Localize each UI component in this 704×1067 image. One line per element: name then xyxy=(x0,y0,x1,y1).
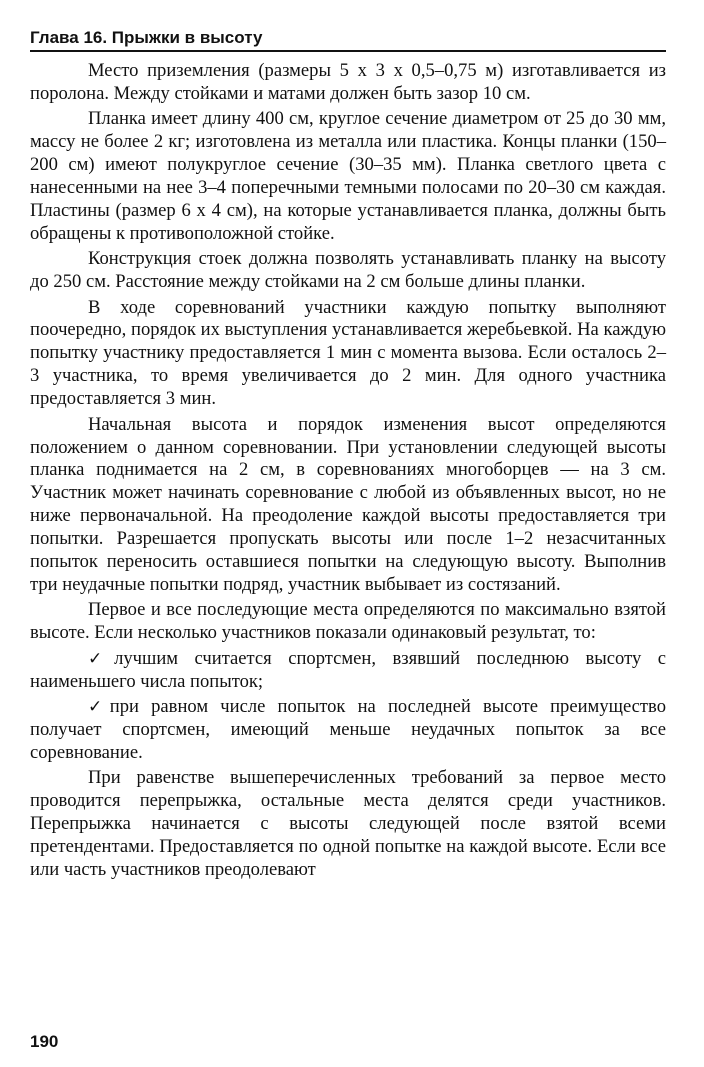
bullet-text: лучшим считается спортсмен, взявший последнюю высоту с наименьшего числа попыток; xyxy=(30,647,666,692)
bullet-text: при равном числе попыток на последней высоте преимущество получает спортсмен, имеющий меньше неудачных попыток за все соревнование. xyxy=(30,695,666,763)
checkmark-icon: ✓ xyxy=(88,696,110,717)
paragraph-order: В ходе соревнований участники каждую попытку выполняют поочередно, порядок их выступления устанавливается жеребьевкой. На каждую попытку участнику предоставляется 1 мин с момента вызова. Если осталось 2–3 участника, то время увеличивается до 2 мин. Для одного участника предоставляется 3 мин. xyxy=(30,296,666,410)
paragraph-places: Первое и все последующие места определяются по максимально взятой высоте. Если несколько участников показали одинаковый результат, то: xyxy=(30,599,666,644)
body-text xyxy=(30,60,666,884)
checkmark-icon: ✓ xyxy=(88,648,115,669)
paragraph-heights: Начальная высота и порядок изменения высот определяются положением о данном соревновании. При установлении следующей высоты планка поднимается на 2 см, в соревнованиях многоборцев — на 3 см. Участник может начинать соревнование с любой из объявленных высот, но не ниже первоначальной. На преодоление каждой высоты предоставляется три попытки. Разрешается пропускать высоты или после 1–2 незасчитанных попыток переносить оставшиеся попытки на следующую высоту. Выполнив три неудачные попытки подряд, участник выбывает из состязаний. xyxy=(30,413,666,595)
running-head: Глава 16. Прыжки в высоту xyxy=(30,28,666,52)
paragraph-stands: Конструкция стоек должна позволять устанавливать планку на высоту до 250 см. Расстояние между стойками на 2 см больше длины планки. xyxy=(30,248,666,293)
page-number: 190 xyxy=(30,1032,59,1051)
bullet-item xyxy=(30,696,666,765)
paragraph-landing: Место приземления (размеры 5 х 3 х 0,5–0,75 м) изготавливается из поролона. Между стойками и матами должен быть зазор 10 см. xyxy=(30,60,666,104)
paragraph-jumpoff: При равенстве вышеперечисленных требований за первое место проводится перепрыжка, остальные места делятся среди участников. Перепрыжка начинается с высоты следующей после взятой всеми претендентами. Предоставляется по одной попытке на каждой высоте. Если все или часть участников преодолевают xyxy=(30,767,666,880)
bullet-item xyxy=(30,648,666,694)
paragraph-bar: Планка имеет длину 400 см, круглое сечение диаметром от 25 до 30 мм, массу не более 2 кг; изготовлена из металла или пластика. Концы планки (150–200 см) имеют полукруглое сечение (30–35 мм). Планка светлого цвета с нанесенными на нее 3–4 поперечными темными полосами по 20–30 см каждая. Пластины (размер 6 х 4 см), на которые устанавливается планка, должны быть обращены к противоположной стойке. xyxy=(30,108,666,244)
